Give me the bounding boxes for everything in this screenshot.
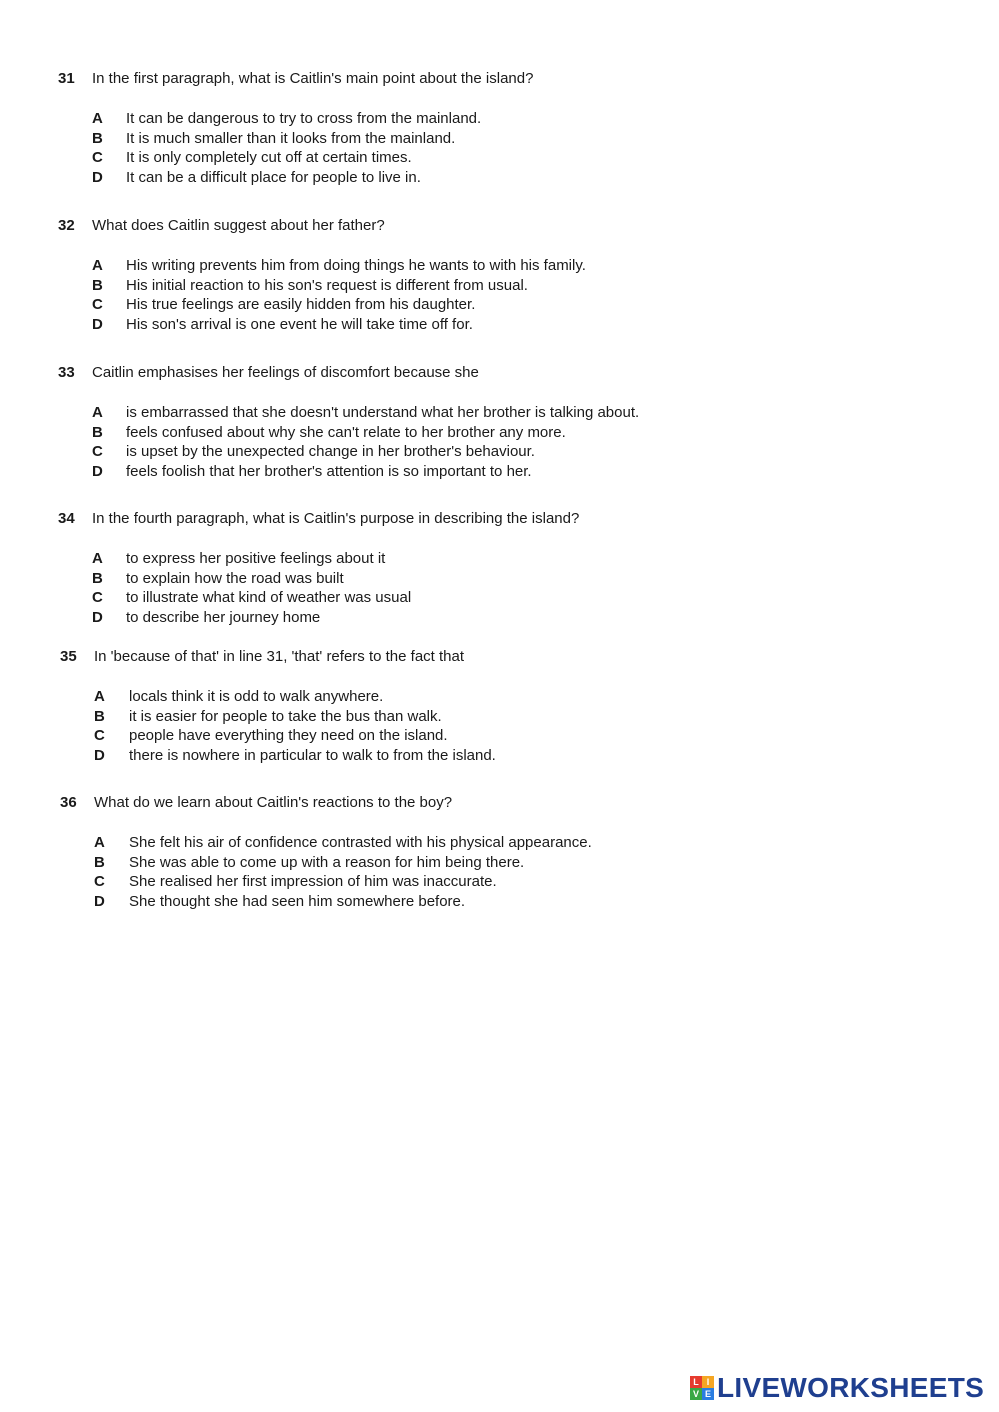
answer-options: [0, 687, 999, 765]
option-letter: D: [92, 608, 103, 626]
option-c[interactable]: [0, 726, 999, 746]
logo-text: LIVEWORKSHEETS: [717, 1372, 985, 1403]
question-header: [0, 216, 999, 236]
option-b[interactable]: [0, 129, 999, 149]
question-36: [0, 793, 999, 911]
answer-options: [0, 109, 999, 187]
option-text: feels confused about why she can't relate to her brother any more.: [126, 423, 566, 441]
option-text: His initial reaction to his son's request is different from usual.: [126, 276, 528, 294]
option-letter: A: [92, 404, 103, 421]
option-text: It is much smaller than it looks from the mainland.: [126, 129, 456, 147]
logo-mark-l: L: [690, 1376, 702, 1388]
option-c[interactable]: [0, 148, 999, 168]
logo-mark-e: E: [702, 1388, 714, 1400]
option-a[interactable]: [0, 256, 999, 276]
option-d[interactable]: [0, 608, 999, 628]
option-text: to express her positive feelings about it: [126, 550, 386, 567]
question-header: [0, 509, 999, 529]
option-c[interactable]: [0, 442, 999, 462]
option-d[interactable]: [0, 462, 999, 482]
question-text: What does Caitlin suggest about her father?: [92, 217, 385, 234]
option-letter: A: [94, 834, 105, 851]
option-text: It can be dangerous to try to cross from the mainland.: [126, 110, 482, 127]
option-letter: B: [92, 423, 103, 441]
option-text: It can be a difficult place for people to live in.: [126, 168, 421, 186]
option-a[interactable]: [0, 403, 999, 423]
option-text: She thought she had seen him somewhere before.: [129, 892, 466, 910]
option-letter: D: [92, 168, 103, 186]
option-text: locals think it is odd to walk anywhere.: [129, 688, 384, 705]
question-text: In the first paragraph, what is Caitlin's main point about the island?: [92, 70, 534, 87]
question-number: 33: [58, 364, 75, 381]
option-text: She was able to come up with a reason for him being there.: [129, 853, 525, 871]
option-b[interactable]: [0, 853, 999, 873]
question-35: [0, 647, 999, 765]
option-letter: A: [92, 550, 103, 567]
option-d[interactable]: [0, 892, 999, 912]
question-text: In the fourth paragraph, what is Caitlin's purpose in describing the island?: [92, 510, 580, 527]
option-c[interactable]: [0, 588, 999, 608]
option-text: to illustrate what kind of weather was usual: [126, 589, 412, 606]
option-d[interactable]: [0, 315, 999, 335]
option-a[interactable]: [0, 549, 999, 569]
option-letter: B: [94, 707, 105, 725]
option-text: people have everything they need on the island.: [129, 727, 448, 744]
option-b[interactable]: [0, 569, 999, 589]
option-letter: A: [92, 257, 103, 274]
option-letter: C: [92, 149, 103, 166]
option-letter: C: [94, 727, 105, 744]
option-letter: B: [92, 276, 103, 294]
question-number: 35: [60, 648, 77, 665]
option-letter: B: [92, 569, 103, 587]
option-letter: C: [92, 296, 103, 313]
option-letter: B: [92, 129, 103, 147]
option-text: to explain how the road was built: [126, 569, 344, 587]
option-letter: A: [94, 688, 105, 705]
option-letter: C: [92, 589, 103, 606]
question-header: [0, 363, 999, 383]
answer-options: [0, 549, 999, 627]
question-number: 36: [60, 794, 77, 811]
question-33: [0, 363, 999, 481]
option-text: it is easier for people to take the bus than walk.: [129, 707, 442, 725]
option-d[interactable]: [0, 746, 999, 766]
option-text: feels foolish that her brother's attention is so important to her.: [126, 462, 532, 480]
question-32: [0, 216, 999, 334]
option-text: She realised her first impression of him was inaccurate.: [129, 873, 497, 890]
option-b[interactable]: [0, 707, 999, 727]
question-text: What do we learn about Caitlin's reactions to the boy?: [94, 794, 453, 811]
answer-options: [0, 403, 999, 481]
option-c[interactable]: [0, 295, 999, 315]
logo-mark-i: I: [702, 1376, 714, 1388]
question-text: In 'because of that' in line 31, 'that' refers to the fact that: [94, 648, 465, 665]
question-header: [0, 69, 999, 89]
option-text: is embarrassed that she doesn't understand what her brother is talking about.: [126, 404, 640, 421]
question-31: [0, 69, 999, 187]
answer-options: [0, 256, 999, 334]
logo-mark-icon: [690, 1376, 714, 1400]
question-header: [0, 793, 999, 813]
option-letter: D: [92, 462, 103, 480]
option-letter: D: [94, 746, 105, 764]
option-text: is upset by the unexpected change in her brother's behaviour.: [126, 443, 535, 460]
option-text: to describe her journey home: [126, 608, 321, 626]
option-d[interactable]: [0, 168, 999, 188]
option-text: there is nowhere in particular to walk to from the island.: [129, 746, 496, 764]
option-c[interactable]: [0, 872, 999, 892]
option-a[interactable]: [0, 833, 999, 853]
question-text: Caitlin emphasises her feelings of discomfort because she: [92, 364, 479, 381]
logo-mark-v: V: [690, 1388, 702, 1400]
option-letter: A: [92, 110, 103, 127]
option-b[interactable]: [0, 423, 999, 443]
option-letter: D: [92, 315, 103, 333]
question-34: [0, 509, 999, 627]
question-number: 32: [58, 217, 75, 234]
question-header: [0, 647, 999, 667]
option-b[interactable]: [0, 276, 999, 296]
option-a[interactable]: [0, 687, 999, 707]
question-number: 34: [58, 510, 75, 527]
option-text: His true feelings are easily hidden from his daughter.: [126, 296, 476, 313]
option-letter: B: [94, 853, 105, 871]
liveworksheets-logo: [690, 1372, 984, 1404]
answer-options: [0, 833, 999, 911]
option-text: His writing prevents him from doing things he wants to with his family.: [126, 257, 586, 274]
option-letter: C: [94, 873, 105, 890]
option-a[interactable]: [0, 109, 999, 129]
question-number: 31: [58, 70, 75, 87]
option-letter: C: [92, 443, 103, 460]
option-text: His son's arrival is one event he will take time off for.: [126, 315, 473, 333]
option-text: She felt his air of confidence contrasted with his physical appearance.: [129, 834, 592, 851]
option-text: It is only completely cut off at certain times.: [126, 149, 412, 166]
option-letter: D: [94, 892, 105, 910]
